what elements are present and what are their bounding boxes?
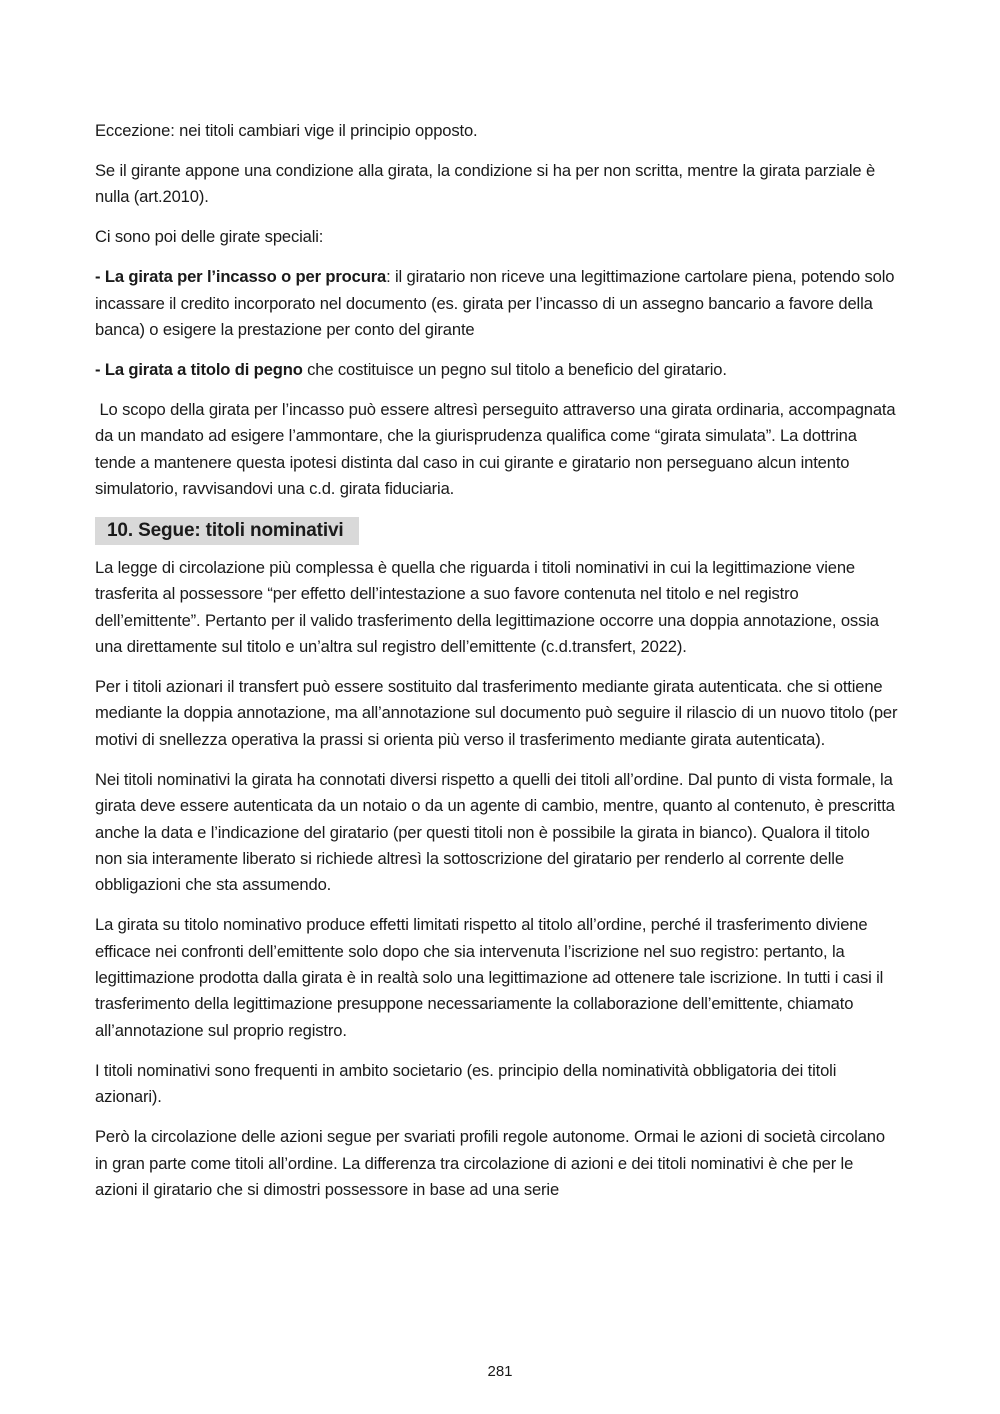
paragraph-eccezione: Eccezione: nei titoli cambiari vige il principio opposto. (95, 121, 478, 140)
term-girata-incasso: - La girata per l’incasso o per procura (95, 267, 387, 287)
paragraph-titoli-azionari: Per i titoli azionari il transfert può essere sostituito dal trasferimento mediante girata autenticata. che si ottiene mediante la doppia annotazione, ma all’annotazione sul documento può seguire il rilascio di un nuovo titolo (per motivi di snellezza operativa la prassi si orienta più verso il trasferimento mediante girata autenticata). (95, 677, 898, 749)
paragraph-scopo-girata: Lo scopo della girata per l’incasso può essere altresì perseguito attraverso una girata ordinaria, accompagnata da un mandato ad esigere l’ammontare, che la giurisprudenza qualifica come “girata simulata”. La dottrina tende a mantenere questa ipotesi distinta dal caso in cui girante e giratario non perseguano alcun intento simulatorio, ravvisandovi una c.d. girata fiduciaria. (95, 399, 900, 498)
paragraph-girata-pegno (95, 357, 900, 383)
page-number: 281 (487, 1363, 513, 1380)
paragraph-effetti-limitati: La girata su titolo nominativo produce effetti limitati rispetto al titolo all’ordine, perché il trasferimento diviene efficace nei confronti dell’emittente solo dopo che sia intervenuta l’iscrizione nel suo registro: pertanto, la legittimazione prodotta dalla girata è in realtà solo una legittimazione ad ottenere tale iscrizione. In tutti i casi il trasferimento della legittimazione presuppone necessariamente la collaborazione dell’emittente, chiamato all’annotazione sul proprio registro. (95, 915, 884, 1040)
section-heading: 10. Segue: titoli nominativi (95, 517, 359, 545)
text-girata-pegno: che costituisce un pegno sul titolo a beneficio del giratario. (302, 359, 727, 379)
paragraph-circolazione-azioni: Però la circolazione delle azioni segue per svariati profili regole autonome. Ormai le azioni di società circolano in gran parte come titoli all’ordine. La differenza tra circolazione di azioni e dei titoli nominativi è che per le azioni il giratario che si dimostri possessore in base ad una serie (95, 1127, 885, 1199)
document-page (95, 118, 900, 1217)
paragraph-girate-speciali-intro: Ci sono poi delle girate speciali: (95, 227, 324, 247)
paragraph-girata-incasso (95, 264, 900, 343)
term-girata-pegno: - La girata a titolo di pegno (95, 359, 303, 379)
paragraph-ambito-societario: I titoli nominativi sono frequenti in ambito societario (es. principio della nominatività obbligatoria dei titoli azionari). (95, 1060, 837, 1107)
paragraph-legge-circolazione: La legge di circolazione più complessa è quella che riguarda i titoli nominativi in cui la legittimazione viene trasferita al possessore “per effetto dell’intestazione a suo favore contenuta nel titolo e nel registro dell’emittente”. Pertanto per il valido trasferimento della legittimazione occorre una doppia annotazione, ossia una direttamente sul titolo e un’altra sul registro dell’emittente (c.d.transfert, 2022). (95, 557, 879, 657)
paragraph-girata-nominativi: Nei titoli nominativi la girata ha connotati diversi rispetto a quelli dei titoli all’ordine. Dal punto di vista formale, la girata deve essere autenticata da un notaio o da un agente di cambio, mentre, quanto al contenuto, è prescritta anche la data e l’indicazione del giratario (per questi titoli non è possibile la girata in bianco). Qualora il titolo non sia interamente liberato si richiede altresì la sottoscrizione del giratario per renderlo al corrente delle obbligazioni che sta assumendo. (95, 769, 895, 895)
paragraph-condizione-girata: Se il girante appone una condizione alla girata, la condizione si ha per non scritta, mentre la girata parziale è nulla (art.2010). (95, 160, 876, 207)
text-girata-incasso: : il giratario non riceve una legittimazione cartolare piena, potendo solo incassare il credito incorporato nel documento (es. girata per l’incasso di un assegno bancario a favore della banca) o esigere la prestazione per conto del girante (95, 267, 895, 339)
